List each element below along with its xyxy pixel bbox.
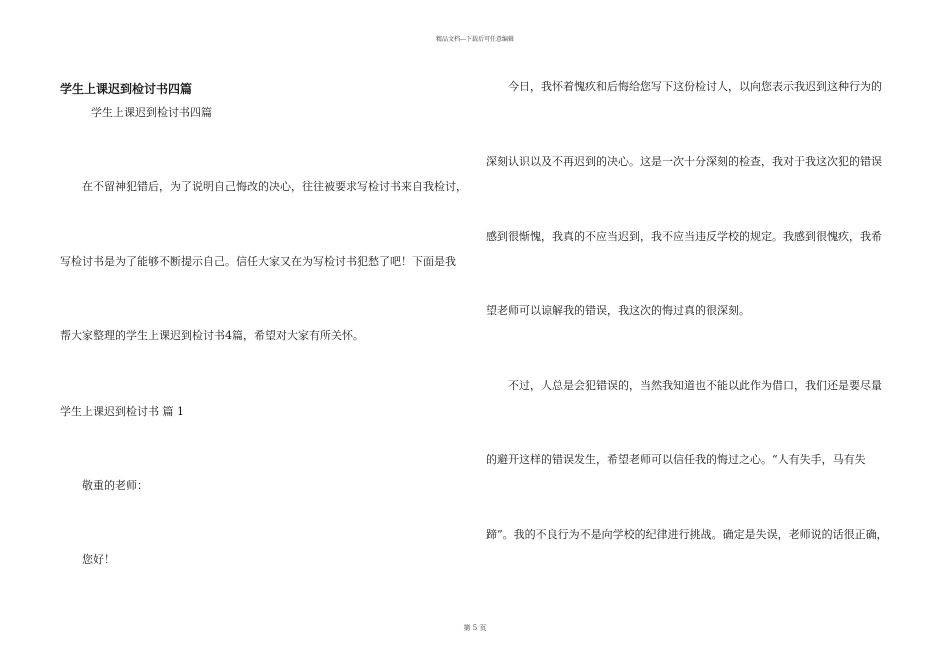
right-line-7: 蹄”。我的不良行为不是向学校的纪律进行挑战。确定是失误，老师说的话很正确，: [486, 528, 888, 541]
right-line-1: 今日，我怀着愧疚和后悔给您写下这份检讨人，以向您表示我迟到这种行为的: [508, 80, 882, 93]
intro-line-1: 在不留神犯错后，为了说明自己悔改的决心，往往被要求写检讨书来自我检讨，: [82, 180, 467, 193]
right-line-5: 不过，人总是会犯错误的，当然我知道也不能以此作为借口，我们还是要尽量: [508, 379, 882, 392]
right-line-2: 深刻认识以及不再迟到的决心。这是一次十分深刻的检查，我对于我这次犯的错误: [486, 155, 882, 168]
page-header: 精品文档---下载后可任意编辑: [435, 36, 515, 43]
intro-line-3: 帮大家整理的学生上课迟到检讨书4篇，希望对大家有所关怀。: [60, 329, 364, 342]
section-heading: 学生上课迟到检讨书 篇 1: [60, 405, 184, 418]
salutation: 敬重的老师：: [82, 479, 148, 492]
intro-line-2: 写检讨书是为了能够不断提示自己。信任大家又在为写检讨书犯愁了吧！下面是我: [60, 255, 456, 268]
right-line-4: 望老师可以谅解我的错误，我这次的悔过真的很深刻。: [486, 304, 750, 317]
greeting: 您好！: [82, 553, 115, 566]
right-line-3: 感到很惭愧，我真的不应当迟到，我不应当违反学校的规定。我感到很愧疚，我希: [486, 230, 882, 243]
right-line-6: 的避开这样的错误发生，希望老师可以信任我的悔过之心。“人有失手，马有失: [486, 453, 866, 466]
page-number: 第 5 页: [463, 624, 487, 632]
document-subtitle: 学生上课迟到检讨书四篇: [91, 106, 212, 119]
document-title: 学生上课迟到检讨书四篇: [60, 82, 193, 96]
